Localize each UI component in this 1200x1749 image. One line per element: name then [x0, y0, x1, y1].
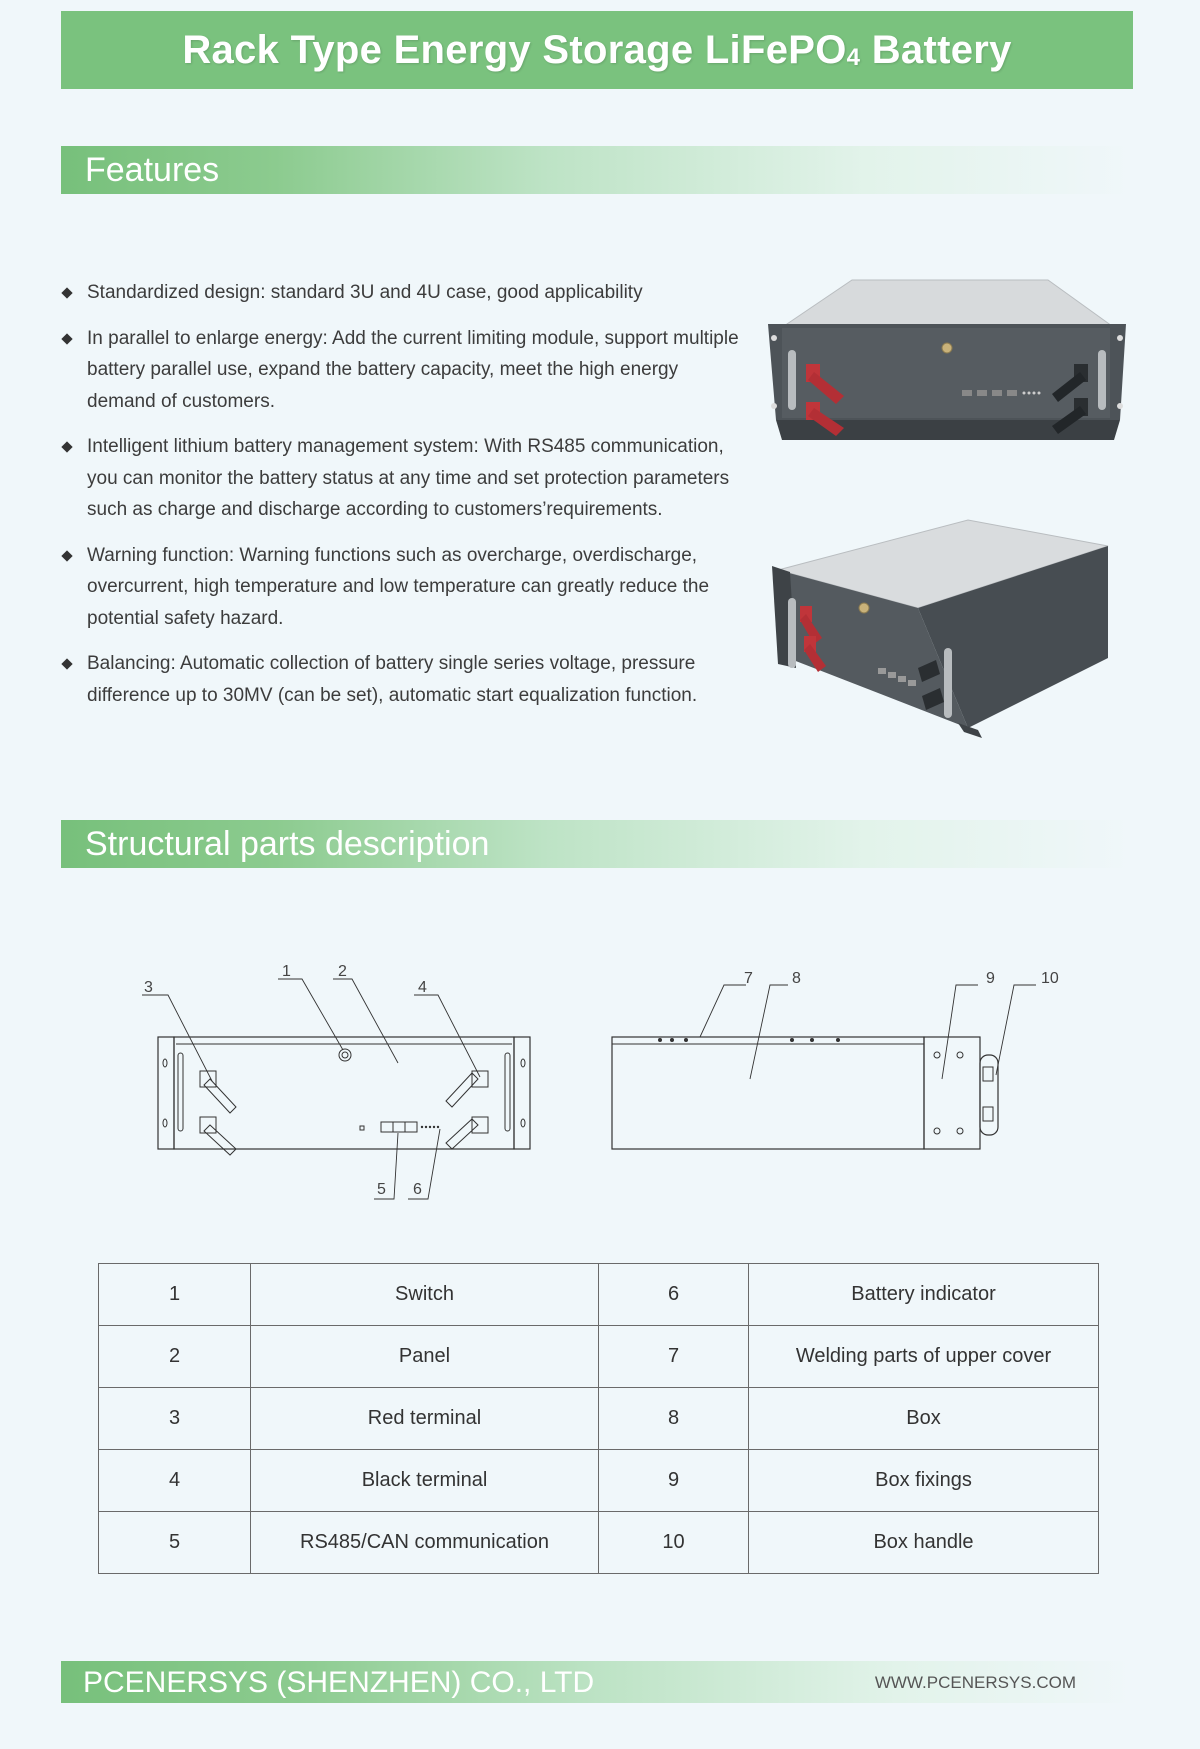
part-number: 2	[99, 1326, 251, 1388]
side-view-diagram	[600, 955, 1080, 1205]
callout-label-2: 2	[338, 963, 347, 980]
table-row	[99, 1512, 1099, 1574]
features-heading: Features	[85, 150, 220, 189]
part-number: 4	[99, 1450, 251, 1512]
feature-item: Intelligent lithium battery management system: With RS485 communication, you can monitor the battery status at any time and set protection parameters such as charge and discharge according to customers’requirements.	[61, 431, 741, 526]
part-number: 9	[599, 1450, 749, 1512]
callout-label-9: 9	[986, 970, 995, 987]
features-section-header	[61, 146, 1133, 194]
parts-table	[98, 1263, 1099, 1574]
diamond-bullet-icon	[61, 333, 72, 344]
callout-label-10: 10	[1041, 970, 1059, 987]
table-row	[99, 1450, 1099, 1512]
part-number: 10	[599, 1512, 749, 1574]
part-name: Panel	[251, 1326, 599, 1388]
part-number: 8	[599, 1388, 749, 1450]
part-number: 1	[99, 1264, 251, 1326]
table-row	[99, 1388, 1099, 1450]
callout-label-1: 1	[282, 963, 291, 980]
callout-label-4: 4	[418, 979, 427, 996]
diamond-bullet-icon	[61, 287, 72, 298]
callout-label-7: 7	[744, 970, 753, 987]
footer-banner	[61, 1661, 1133, 1703]
features-list	[61, 277, 741, 725]
feature-item: In parallel to enlarge energy: Add the current limiting module, support multiple battery parallel use, expand the battery capacity, meet the high energy demand of customers.	[61, 323, 741, 418]
part-name: Box	[749, 1388, 1099, 1450]
part-number: 7	[599, 1326, 749, 1388]
callout-label-3: 3	[144, 979, 153, 996]
structure-heading: Structural parts description	[85, 824, 490, 863]
feature-item: Standardized design: standard 3U and 4U case, good applicability	[61, 277, 741, 309]
company-name: PCENERSYS (SHENZHEN) CO., LTD	[83, 1666, 595, 1699]
part-name: Switch	[251, 1264, 599, 1326]
diamond-bullet-icon	[61, 658, 72, 669]
part-name: Red terminal	[251, 1388, 599, 1450]
callout-label-5: 5	[377, 1181, 386, 1198]
table-row	[99, 1264, 1099, 1326]
part-number: 5	[99, 1512, 251, 1574]
feature-item: Balancing: Automatic collection of battery single series voltage, pressure difference up to 30MV (can be set), automatic start equalization function.	[61, 648, 741, 711]
diamond-bullet-icon	[61, 550, 72, 561]
page-title: Rack Type Energy Storage LiFePO$_4$ Battery	[182, 27, 1012, 72]
callout-label-8: 8	[792, 970, 801, 987]
part-name: Welding parts of upper cover	[749, 1326, 1099, 1388]
feature-item: Warning function: Warning functions such as overcharge, overdischarge, overcurrent, high temperature and low temperature can greatly reduce the potential safety hazard.	[61, 540, 741, 635]
part-name: RS485/CAN communication	[251, 1512, 599, 1574]
part-number: 3	[99, 1388, 251, 1450]
part-name: Black terminal	[251, 1450, 599, 1512]
diamond-bullet-icon	[61, 441, 72, 452]
structure-section-header	[61, 820, 1133, 868]
title-banner	[61, 11, 1133, 89]
part-name: Box fixings	[749, 1450, 1099, 1512]
part-name: Battery indicator	[749, 1264, 1099, 1326]
front-view-diagram	[130, 955, 550, 1205]
table-row	[99, 1326, 1099, 1388]
part-number: 6	[599, 1264, 749, 1326]
callout-label-6: 6	[413, 1181, 422, 1198]
battery-product-image-front	[762, 278, 1132, 448]
website-link[interactable]: WWW.PCENERSYS.COM	[874, 1673, 1076, 1692]
part-name: Box handle	[749, 1512, 1099, 1574]
battery-product-image-angled	[768, 518, 1118, 743]
